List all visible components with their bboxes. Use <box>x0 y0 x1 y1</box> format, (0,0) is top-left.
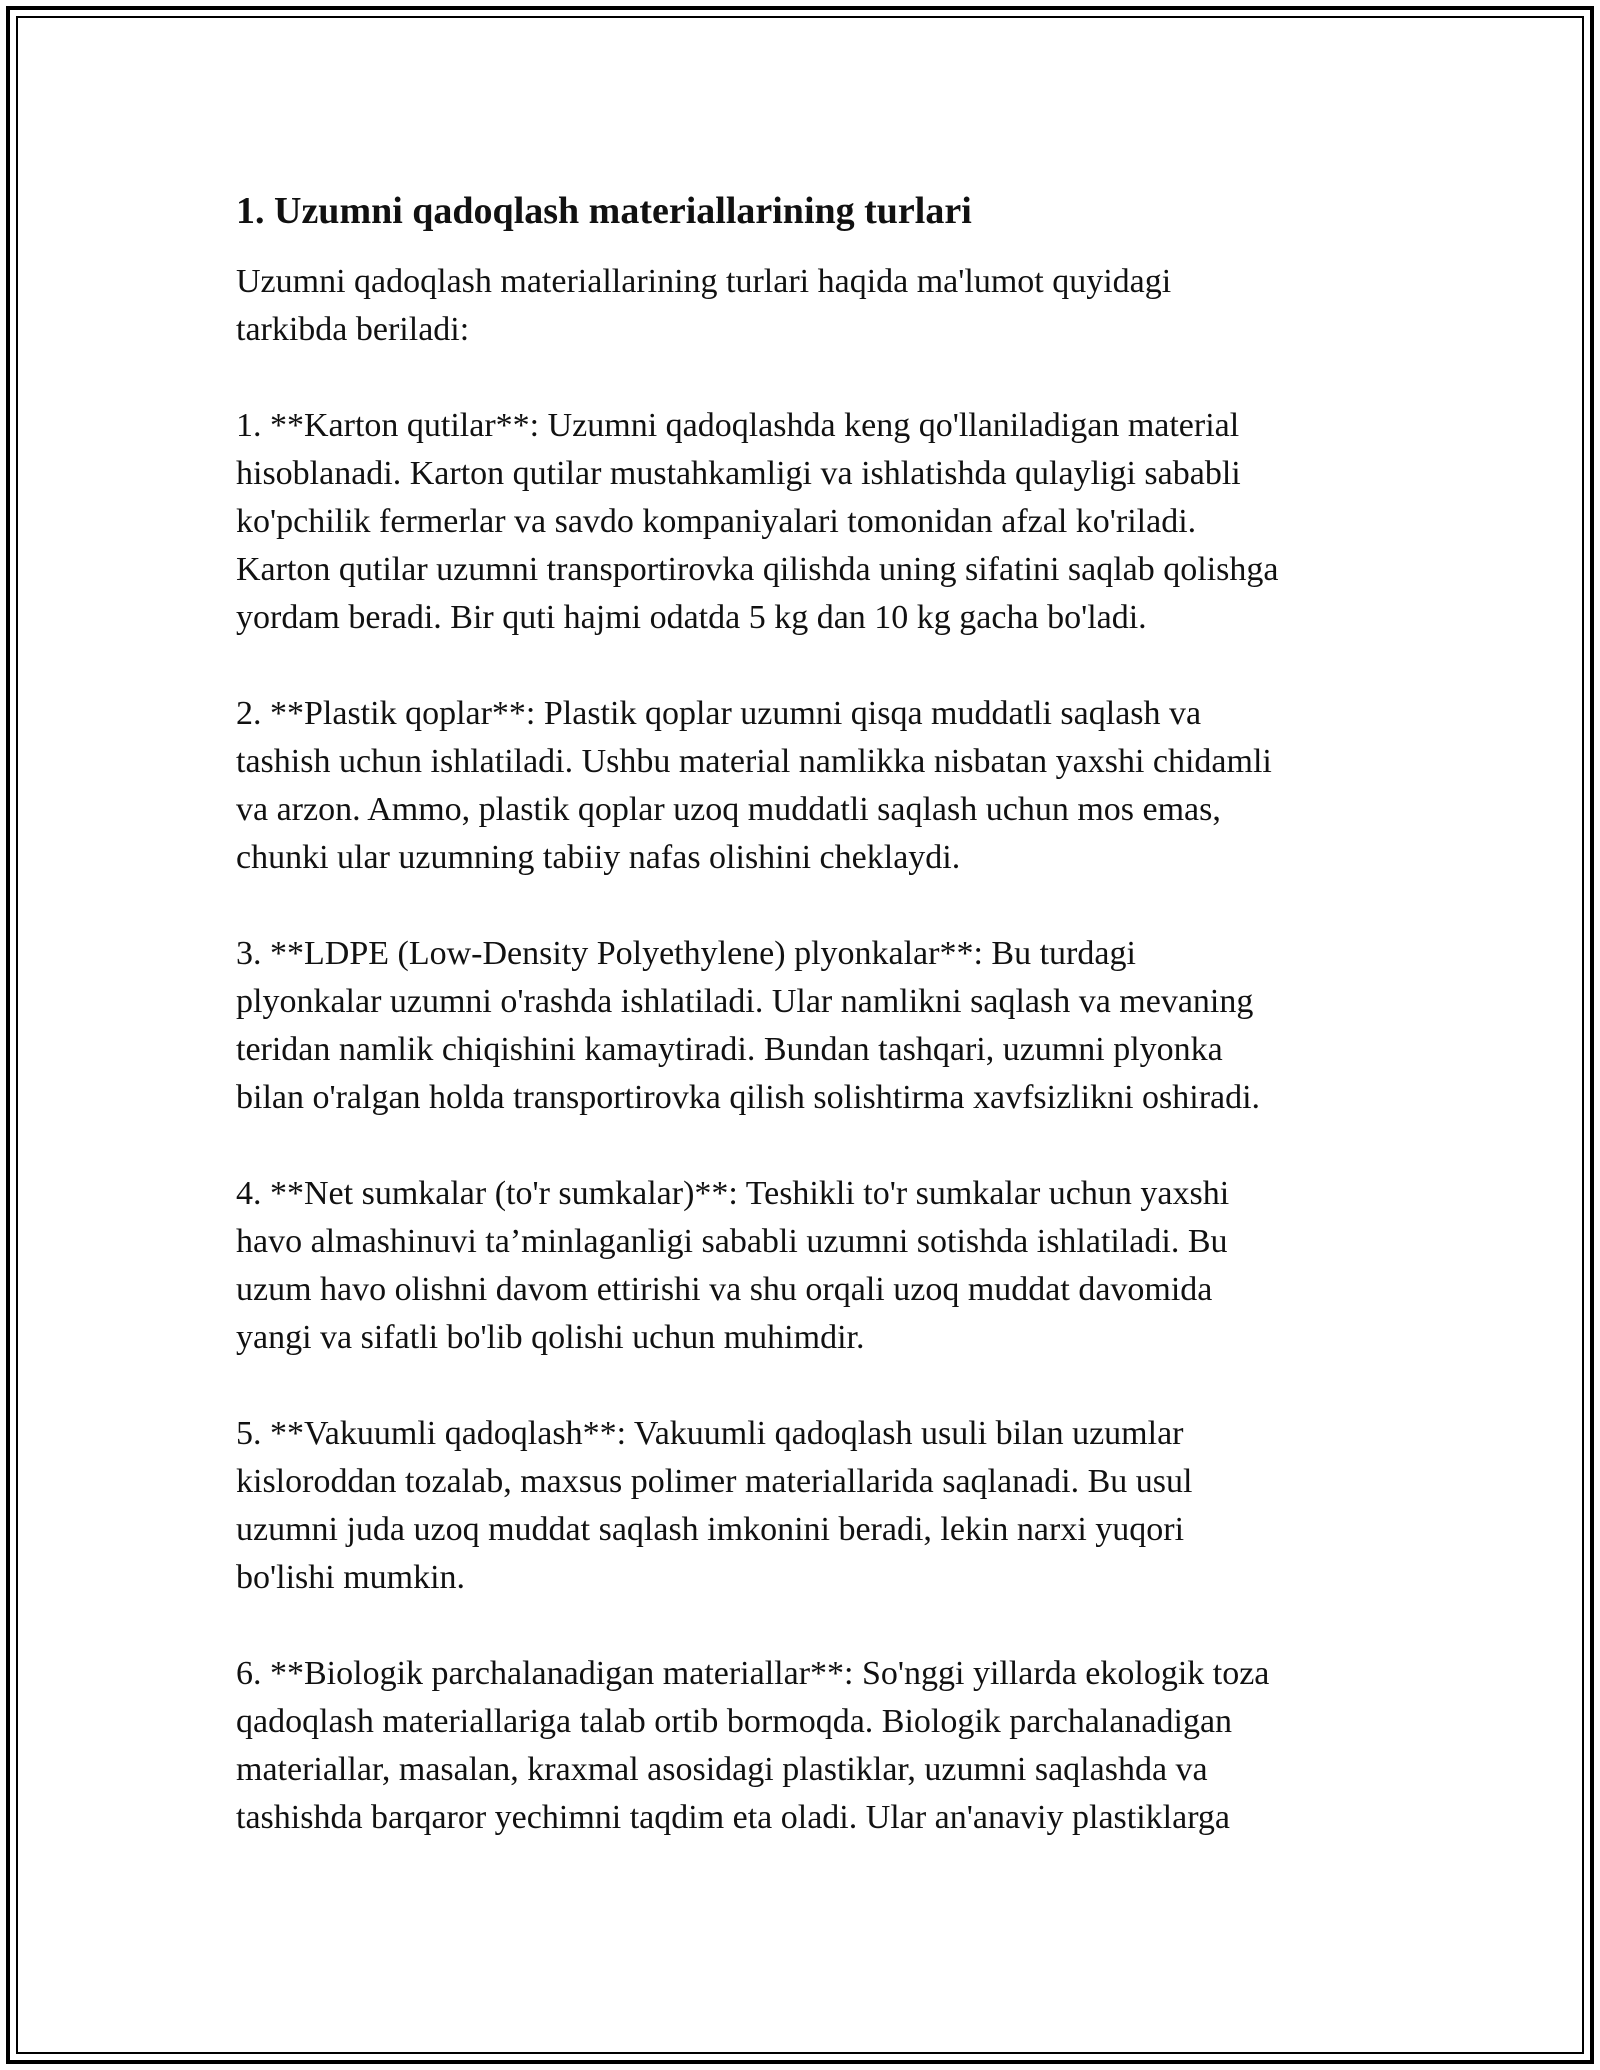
text-line: 6. **Biologik parchalanadigan materiallar**: So'nggi yillarda ekologik toza <box>236 1655 1270 1692</box>
text-line: materiallar, masalan, kraxmal asosidagi plastiklar, uzumni saqlashda va <box>236 1751 1208 1788</box>
list-item-plastik-qoplar <box>236 690 1416 882</box>
text-line: uzum havo olishni davom ettirishi va shu orqali uzoq muddat davomida <box>236 1271 1213 1308</box>
text-line: teridan namlik chiqishini kamaytiradi. Bundan tashqari, uzumni plyonka <box>236 1031 1223 1068</box>
text-line: bo'lishi mumkin. <box>236 1559 466 1596</box>
list-item-net-sumkalar <box>236 1170 1416 1362</box>
text-line: qadoqlash materiallariga talab ortib bormoqda. Biologik parchalanadigan <box>236 1703 1233 1740</box>
text-line: tarkibda beriladi: <box>236 311 470 348</box>
list-item-vakuumli-qadoqlash <box>236 1410 1416 1602</box>
text-line: 4. **Net sumkalar (to'r sumkalar)**: Teshikli to'r sumkalar uchun yaxshi <box>236 1175 1230 1212</box>
list-item-karton-qutilar <box>236 402 1416 642</box>
text-line: bilan o'ralgan holda transportirovka qilish solishtirma xavfsizlikni oshiradi. <box>236 1079 1261 1116</box>
text-line: 2. **Plastik qoplar**: Plastik qoplar uzumni qisqa muddatli saqlash va <box>236 695 1202 732</box>
text-line: Karton qutilar uzumni transportirovka qilishda uning sifatini saqlab qolishga <box>236 551 1279 588</box>
document-body <box>236 186 1416 1842</box>
text-line: kisloroddan tozalab, maxsus polimer materiallarida saqlanadi. Bu usul <box>236 1463 1193 1500</box>
text-line: Uzumni qadoqlash materiallarining turlari haqida ma'lumot quyidagi <box>236 263 1172 300</box>
text-line: chunki ular uzumning tabiiy nafas olishini cheklaydi. <box>236 839 961 876</box>
section-heading: 1. Uzumni qadoqlash materiallarining turlari <box>236 190 972 232</box>
list-item-ldpe-plyonkalar <box>236 930 1416 1122</box>
intro-paragraph <box>236 258 1416 354</box>
text-line: va arzon. Ammo, plastik qoplar uzoq muddatli saqlash uchun mos emas, <box>236 791 1221 828</box>
text-line: 3. **LDPE (Low-Density Polyethylene) plyonkalar**: Bu turdagi <box>236 935 1136 972</box>
text-line: uzumni juda uzoq muddat saqlash imkonini beradi, lekin narxi yuqori <box>236 1511 1185 1548</box>
text-line: tashishda barqaror yechimni taqdim eta oladi. Ular an'anaviy plastiklarga <box>236 1799 1231 1836</box>
text-line: ko'pchilik fermerlar va savdo kompaniyalari tomonidan afzal ko'riladi. <box>236 503 1197 540</box>
text-line: hisoblanadi. Karton qutilar mustahkamligi va ishlatishda qulayligi sababli <box>236 455 1241 492</box>
text-line: havo almashinuvi ta’minlaganligi sababli uzumni sotishda ishlatiladi. Bu <box>236 1223 1228 1260</box>
list-item-biologik-materiallar <box>236 1650 1416 1842</box>
text-line: yangi va sifatli bo'lib qolishi uchun muhimdir. <box>236 1319 865 1356</box>
text-line: 1. **Karton qutilar**: Uzumni qadoqlashda keng qo'llaniladigan material <box>236 407 1240 444</box>
text-line: yordam beradi. Bir quti hajmi odatda 5 kg dan 10 kg gacha bo'ladi. <box>236 599 1147 636</box>
text-line: tashish uchun ishlatiladi. Ushbu material namlikka nisbatan yaxshi chidamli <box>236 743 1272 780</box>
text-line: plyonkalar uzumni o'rashda ishlatiladi. Ular namlikni saqlash va mevaning <box>236 983 1254 1020</box>
text-line: 5. **Vakuumli qadoqlash**: Vakuumli qadoqlash usuli bilan uzumlar <box>236 1415 1184 1452</box>
